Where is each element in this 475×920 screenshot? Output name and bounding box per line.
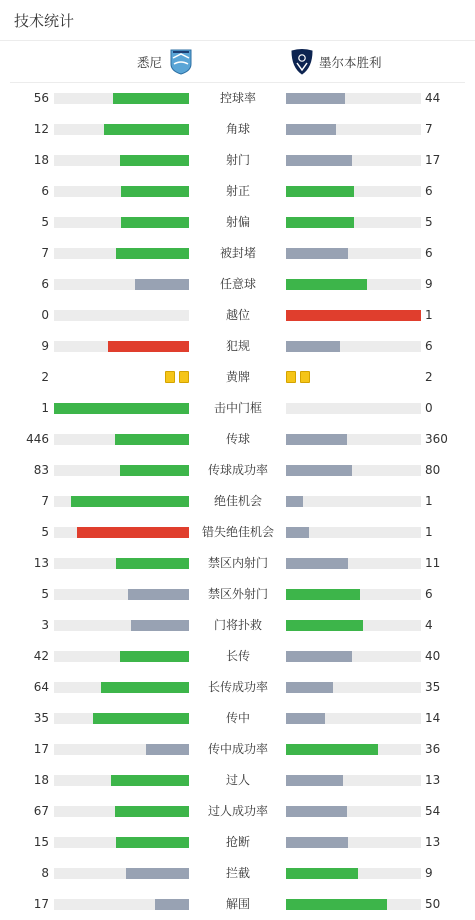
away-bar-fill bbox=[286, 620, 363, 631]
home-value: 1 bbox=[41, 401, 49, 415]
home-bar-fill bbox=[155, 899, 189, 910]
away-bar-fill bbox=[286, 341, 340, 352]
home-bar-track bbox=[54, 465, 189, 476]
away-bar-fill bbox=[286, 248, 348, 259]
home-value: 18 bbox=[33, 773, 49, 787]
stat-label: 禁区内射门 bbox=[207, 556, 268, 570]
home-bar-track bbox=[54, 620, 189, 631]
stat-row bbox=[0, 858, 475, 889]
stat-label: 越位 bbox=[225, 308, 250, 322]
away-value: 360 bbox=[425, 432, 448, 446]
away-bar-fill bbox=[286, 868, 358, 879]
away-bar-track bbox=[286, 434, 421, 445]
home-bar-track bbox=[54, 682, 189, 693]
home-bar-fill bbox=[116, 837, 189, 848]
away-bar-fill bbox=[286, 496, 303, 507]
away-value: 9 bbox=[425, 277, 433, 291]
home-bar-fill bbox=[71, 496, 189, 507]
away-bar-track bbox=[286, 868, 421, 879]
stat-row bbox=[0, 83, 475, 114]
stat-label: 射偏 bbox=[225, 215, 250, 229]
home-value: 13 bbox=[33, 556, 49, 570]
home-bar-track bbox=[54, 217, 189, 228]
away-bar-track bbox=[286, 341, 421, 352]
home-bar-track bbox=[54, 496, 189, 507]
home-bar-track bbox=[54, 248, 189, 259]
home-value: 83 bbox=[33, 463, 49, 477]
stat-label: 禁区外射门 bbox=[207, 587, 268, 601]
away-bar-track bbox=[286, 248, 421, 259]
home-bar-fill bbox=[128, 589, 189, 600]
away-value: 54 bbox=[425, 804, 441, 818]
away-bar-fill bbox=[286, 682, 333, 693]
home-bar-track bbox=[54, 558, 189, 569]
home-bar-track bbox=[54, 434, 189, 445]
stat-row bbox=[0, 145, 475, 176]
home-value: 42 bbox=[33, 649, 49, 663]
stat-row bbox=[0, 672, 475, 703]
stat-row bbox=[0, 703, 475, 734]
stat-row bbox=[0, 889, 475, 920]
home-value: 6 bbox=[41, 277, 49, 291]
away-bar-fill bbox=[286, 837, 348, 848]
home-value: 17 bbox=[33, 742, 49, 756]
stat-label: 门将扑救 bbox=[213, 618, 262, 632]
home-value: 6 bbox=[41, 184, 49, 198]
home-value: 446 bbox=[26, 432, 49, 446]
stat-row bbox=[0, 827, 475, 858]
home-value: 35 bbox=[33, 711, 49, 725]
stat-label: 射正 bbox=[225, 184, 250, 198]
stat-label: 过人成功率 bbox=[207, 804, 268, 818]
stat-row bbox=[0, 331, 475, 362]
page-title-text: 技术统计 bbox=[14, 11, 75, 30]
stat-row bbox=[0, 641, 475, 672]
home-team-name: 悉尼 bbox=[136, 54, 162, 70]
away-value: 6 bbox=[425, 587, 433, 601]
away-bar-track bbox=[286, 620, 421, 631]
home-value: 7 bbox=[41, 494, 49, 508]
away-value: 2 bbox=[425, 370, 433, 384]
stat-row bbox=[0, 610, 475, 641]
home-bar-track bbox=[54, 837, 189, 848]
home-bar-track bbox=[54, 806, 189, 817]
stat-row bbox=[0, 393, 475, 424]
away-bar-fill bbox=[286, 186, 354, 197]
stat-row bbox=[0, 455, 475, 486]
stat-row bbox=[0, 734, 475, 765]
stat-label: 击中门框 bbox=[213, 401, 262, 415]
away-value: 6 bbox=[425, 246, 433, 260]
away-bar-track bbox=[286, 124, 421, 135]
away-bar-track bbox=[286, 186, 421, 197]
away-value: 80 bbox=[425, 463, 441, 477]
home-bar-track bbox=[54, 868, 189, 879]
away-value: 6 bbox=[425, 339, 433, 353]
away-bar-fill bbox=[286, 310, 421, 321]
home-value: 5 bbox=[41, 587, 49, 601]
away-bar-track bbox=[286, 527, 421, 538]
home-bar-track bbox=[54, 899, 189, 910]
yellow-card-icon bbox=[300, 371, 310, 383]
home-bar-fill bbox=[121, 186, 189, 197]
home-value: 3 bbox=[41, 618, 49, 632]
home-value: 9 bbox=[41, 339, 49, 353]
home-bar-fill bbox=[146, 744, 189, 755]
home-yellow-cards bbox=[165, 371, 189, 383]
home-bar-fill bbox=[54, 403, 189, 414]
away-bar-track bbox=[286, 775, 421, 786]
melbourne-victory-crest-icon bbox=[291, 49, 313, 75]
away-value: 1 bbox=[425, 494, 433, 508]
home-bar-track bbox=[54, 775, 189, 786]
away-bar-track bbox=[286, 744, 421, 755]
home-value: 15 bbox=[33, 835, 49, 849]
away-value: 44 bbox=[425, 91, 441, 105]
away-value: 50 bbox=[425, 897, 441, 911]
home-bar-fill bbox=[120, 155, 189, 166]
home-value: 8 bbox=[41, 866, 49, 880]
home-bar-track bbox=[54, 651, 189, 662]
stat-label: 解围 bbox=[225, 897, 250, 911]
home-value: 18 bbox=[33, 153, 49, 167]
home-bar-track bbox=[54, 589, 189, 600]
stat-row bbox=[0, 486, 475, 517]
stat-row bbox=[0, 579, 475, 610]
stat-label: 传球成功率 bbox=[207, 463, 268, 477]
home-bar-fill bbox=[113, 93, 189, 104]
home-bar-fill bbox=[116, 558, 189, 569]
away-bar-fill bbox=[286, 651, 352, 662]
stat-row bbox=[0, 796, 475, 827]
stat-row bbox=[0, 300, 475, 331]
away-bar-fill bbox=[286, 527, 309, 538]
away-bar-fill bbox=[286, 558, 348, 569]
home-bar-fill bbox=[120, 465, 189, 476]
away-bar-track bbox=[286, 93, 421, 104]
home-value: 64 bbox=[33, 680, 49, 694]
away-bar-fill bbox=[286, 124, 336, 135]
away-bar-fill bbox=[286, 744, 378, 755]
away-value: 35 bbox=[425, 680, 441, 694]
home-bar-track bbox=[54, 403, 189, 414]
stat-label: 控球率 bbox=[219, 91, 256, 105]
away-bar-track bbox=[286, 682, 421, 693]
home-bar-fill bbox=[108, 341, 189, 352]
away-value: 0 bbox=[425, 401, 433, 415]
stat-label: 传中 bbox=[225, 711, 250, 725]
stat-label: 射门 bbox=[225, 153, 250, 167]
away-bar-fill bbox=[286, 775, 343, 786]
away-yellow-cards bbox=[286, 371, 310, 383]
stat-label: 犯规 bbox=[225, 339, 250, 353]
page-title bbox=[0, 0, 475, 41]
home-bar-track bbox=[54, 186, 189, 197]
yellow-card-icon bbox=[286, 371, 296, 383]
home-value: 56 bbox=[33, 91, 49, 105]
away-value: 11 bbox=[425, 556, 441, 570]
away-bar-fill bbox=[286, 93, 345, 104]
stat-label: 黄牌 bbox=[225, 370, 250, 384]
stat-row bbox=[0, 269, 475, 300]
home-value: 5 bbox=[41, 525, 49, 539]
away-bar-track bbox=[286, 651, 421, 662]
home-bar-fill bbox=[101, 682, 189, 693]
stat-row bbox=[0, 362, 475, 393]
home-value: 12 bbox=[33, 122, 49, 136]
home-bar-track bbox=[54, 527, 189, 538]
stat-label: 被封堵 bbox=[219, 246, 256, 260]
home-bar-fill bbox=[131, 620, 189, 631]
away-value: 40 bbox=[425, 649, 441, 663]
stats-list bbox=[0, 83, 475, 920]
stat-row bbox=[0, 424, 475, 455]
away-bar-track bbox=[286, 496, 421, 507]
yellow-card-icon bbox=[179, 371, 189, 383]
away-value: 5 bbox=[425, 215, 433, 229]
home-bar-track bbox=[54, 713, 189, 724]
away-value: 14 bbox=[425, 711, 441, 725]
teams-header bbox=[10, 41, 465, 83]
home-bar-fill bbox=[126, 868, 189, 879]
stat-label: 错失绝佳机会 bbox=[201, 525, 274, 539]
stat-row bbox=[0, 114, 475, 145]
away-value: 17 bbox=[425, 153, 441, 167]
home-bar-fill bbox=[77, 527, 189, 538]
away-value: 13 bbox=[425, 835, 441, 849]
away-bar-fill bbox=[286, 279, 367, 290]
sydney-fc-crest-icon bbox=[170, 49, 192, 75]
yellow-card-icon bbox=[165, 371, 175, 383]
home-bar-track bbox=[54, 124, 189, 135]
away-bar-fill bbox=[286, 713, 325, 724]
stat-label: 长传 bbox=[225, 649, 250, 663]
stat-row bbox=[0, 765, 475, 796]
home-bar-track bbox=[54, 341, 189, 352]
stat-label: 长传成功率 bbox=[207, 680, 268, 694]
home-bar-fill bbox=[115, 434, 189, 445]
away-bar-fill bbox=[286, 589, 360, 600]
home-bar-fill bbox=[135, 279, 189, 290]
away-team-name: 墨尔本胜利 bbox=[319, 54, 382, 70]
away-value: 1 bbox=[425, 308, 433, 322]
away-bar-fill bbox=[286, 434, 347, 445]
away-bar-fill bbox=[286, 899, 387, 910]
away-bar-track bbox=[286, 279, 421, 290]
away-bar-fill bbox=[286, 806, 347, 817]
away-bar-track bbox=[286, 310, 421, 321]
stat-label: 抢断 bbox=[225, 835, 250, 849]
stat-row bbox=[0, 207, 475, 238]
away-value: 1 bbox=[425, 525, 433, 539]
home-bar-track bbox=[54, 744, 189, 755]
away-bar-track bbox=[286, 403, 421, 414]
stat-label: 过人 bbox=[225, 773, 250, 787]
away-value: 36 bbox=[425, 742, 441, 756]
home-value: 7 bbox=[41, 246, 49, 260]
home-value: 0 bbox=[41, 308, 49, 322]
away-bar-track bbox=[286, 217, 421, 228]
home-value: 17 bbox=[33, 897, 49, 911]
stat-label: 传中成功率 bbox=[207, 742, 268, 756]
stat-label: 角球 bbox=[225, 122, 250, 136]
home-bar-fill bbox=[93, 713, 189, 724]
home-bar-track bbox=[54, 310, 189, 321]
stat-label: 拦截 bbox=[225, 866, 250, 880]
away-bar-track bbox=[286, 806, 421, 817]
away-bar-fill bbox=[286, 217, 354, 228]
home-bar-fill bbox=[111, 775, 189, 786]
home-bar-fill bbox=[116, 248, 189, 259]
away-value: 6 bbox=[425, 184, 433, 198]
away-value: 7 bbox=[425, 122, 433, 136]
away-bar-track bbox=[286, 465, 421, 476]
home-bar-track bbox=[54, 155, 189, 166]
stat-label: 任意球 bbox=[219, 277, 256, 291]
away-bar-track bbox=[286, 558, 421, 569]
away-value: 4 bbox=[425, 618, 433, 632]
away-bar-track bbox=[286, 713, 421, 724]
stat-label: 传球 bbox=[225, 432, 250, 446]
away-bar-track bbox=[286, 899, 421, 910]
stat-row bbox=[0, 176, 475, 207]
home-bar-fill bbox=[121, 217, 189, 228]
home-bar-fill bbox=[104, 124, 189, 135]
away-value: 9 bbox=[425, 866, 433, 880]
away-value: 13 bbox=[425, 773, 441, 787]
stat-label: 绝佳机会 bbox=[213, 494, 262, 508]
home-team[interactable] bbox=[137, 41, 192, 82]
away-bar-fill bbox=[286, 155, 352, 166]
stat-row bbox=[0, 517, 475, 548]
home-value: 5 bbox=[41, 215, 49, 229]
away-bar-track bbox=[286, 589, 421, 600]
away-bar-track bbox=[286, 837, 421, 848]
home-bar-fill bbox=[115, 806, 189, 817]
home-bar-track bbox=[54, 279, 189, 290]
home-value: 67 bbox=[33, 804, 49, 818]
away-bar-fill bbox=[286, 465, 352, 476]
home-bar-fill bbox=[120, 651, 189, 662]
home-value: 2 bbox=[41, 370, 49, 384]
stat-row bbox=[0, 238, 475, 269]
home-bar-track bbox=[54, 93, 189, 104]
stat-row bbox=[0, 548, 475, 579]
away-bar-track bbox=[286, 155, 421, 166]
away-team[interactable] bbox=[291, 41, 382, 82]
